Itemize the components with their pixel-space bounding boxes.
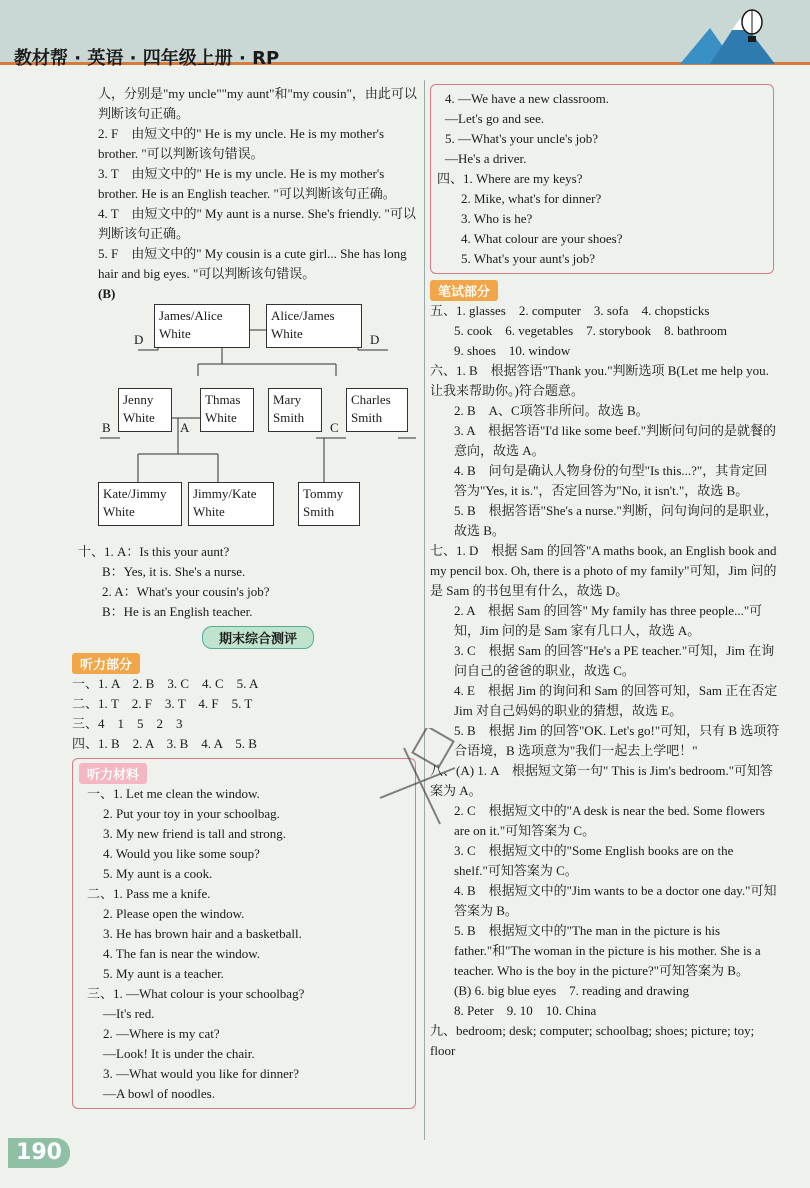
- node-name: James/Alice: [159, 308, 223, 323]
- node-surname: White: [193, 504, 225, 519]
- text-line: 2. C 根据短文中的"A desk is near the bed. Some flowers are on it."可知答案为 C。: [454, 803, 765, 838]
- text-line: 4. Would you like some soup?: [103, 846, 260, 861]
- left-column: [72, 84, 418, 1109]
- section-ten: [78, 542, 418, 622]
- watermark-stamp: [360, 728, 460, 828]
- node-name: Thmas: [205, 392, 241, 407]
- family-tree: [98, 304, 418, 536]
- blank-label: B: [102, 420, 111, 435]
- text-line: 4. T 由短文中的" My aunt is a nurse. She's friendly. "可以判断该句正确。: [98, 206, 416, 241]
- text-line: 3. He has brown hair and a basketball.: [103, 926, 302, 941]
- node-surname: Smith: [351, 410, 383, 425]
- text-line: 2. —Where is my cat?: [103, 1026, 220, 1041]
- text-line: —A bowl of noodles.: [103, 1086, 215, 1101]
- part-b-label: (B): [98, 286, 116, 301]
- text-line: —It's red.: [103, 1006, 155, 1021]
- tree-node: [266, 304, 362, 348]
- node-surname: White: [271, 326, 303, 341]
- text-line: 5. —What's your uncle's job?: [445, 131, 599, 146]
- text-line: 3. C 根据短文中的"Some English books are on the shelf."可知答案为 C。: [454, 843, 734, 878]
- written-tag: 笔试部分: [430, 280, 498, 301]
- text-line: 六、1. B 根据答语"Thank you."判断选项 B(Let me help you. 让我来帮助你。)符合题意。: [430, 363, 769, 398]
- node-surname: White: [103, 504, 135, 519]
- answer-explanations: [98, 84, 418, 284]
- node-surname: White: [205, 410, 237, 425]
- text-line: 二、1. Pass me a knife.: [87, 886, 211, 901]
- blank-label: A: [180, 420, 190, 435]
- text-line: 5. cook 6. vegetables 7. storybook 8. bathroom: [454, 323, 727, 338]
- node-surname: Smith: [273, 410, 305, 425]
- text-line: 2. Please open the window.: [103, 906, 245, 921]
- text-line: 5. F 由短文中的" My cousin is a cute girl... She has long hair and big eyes. "可以判断该句错误。: [98, 246, 407, 281]
- text-line: 5. My aunt is a cook.: [103, 866, 213, 881]
- text-line: 4. What colour are your shoes?: [461, 231, 623, 246]
- text-line: B：Yes, it is. She's a nurse.: [102, 564, 246, 579]
- text-line: 八、(A) 1. A 根据短文第一句" This is Jim's bedroom."可知答案为 A。: [430, 763, 774, 798]
- blank-label: C: [330, 420, 339, 435]
- text-line: 3. T 由短文中的" He is my uncle. He is my mother's brother. He is an English teacher. "可以判断该句正确。: [98, 166, 396, 201]
- text-line: 3. C 根据 Sam 的回答"He's a PE teacher."可知，Jim 在询问自己的爸爸的职业，故选 C。: [454, 643, 775, 678]
- text-line: —He's a driver.: [445, 151, 527, 166]
- right-column: [430, 84, 780, 1061]
- text-line: 8. Peter 9. 10 10. China: [454, 1003, 597, 1018]
- text-line: 3. —What would you like for dinner?: [103, 1066, 300, 1081]
- text-line: 4. B 问句是确认人物身份的句型"Is this...?"，其肯定回答为"Yes, it is."，否定回答为"No, it isn't."，故选 B。: [454, 463, 768, 498]
- text-line: 5. What's your aunt's job?: [461, 251, 596, 266]
- text-line: 3. Who is he?: [461, 211, 533, 226]
- text-line: 一、1. Let me clean the window.: [87, 786, 260, 801]
- text-line: 二、1. T 2. F 3. T 4. F 5. T: [72, 696, 253, 711]
- final-test-title-wrap: [98, 626, 418, 649]
- node-name: Tommy: [303, 486, 344, 501]
- text-line: 人，分别是"my uncle""my aunt"和"my cousin"，由此可以判断该句正确。: [98, 86, 417, 121]
- header-title: 教材帮 · 英语 · 四年级上册 · RP: [14, 48, 280, 69]
- tree-node: [298, 482, 360, 526]
- node-name: Mary: [273, 392, 302, 407]
- tree-node: [268, 388, 322, 432]
- listening-tag: 听力部分: [72, 653, 140, 674]
- text-line: 5. B 根据短文中的"The man in the picture is his father."和"The woman in the picture is his mother. She is a teacher. Who is the boy in the picture?"可知答案为 B。: [454, 923, 761, 978]
- tree-node: [154, 304, 250, 348]
- mountain-balloon-icon: [680, 8, 800, 64]
- column-divider: [424, 80, 425, 1140]
- text-line: 2. Put your toy in your schoolbag.: [103, 806, 280, 821]
- text-line: 三、4 1 5 2 3: [72, 716, 183, 731]
- text-line: 九、bedroom; desk; computer; schoolbag; shoes; picture; toy; floor: [430, 1023, 755, 1058]
- text-line: 四、1. B 2. A 3. B 4. A 5. B: [72, 736, 257, 751]
- node-name: Charles: [351, 392, 391, 407]
- text-line: B：He is an English teacher.: [102, 604, 253, 619]
- text-line: 4. The fan is near the window.: [103, 946, 261, 961]
- node-name: Jenny: [123, 392, 154, 407]
- tree-node: [118, 388, 172, 432]
- written-section: [430, 280, 780, 1061]
- text-line: 5. My aunt is a teacher.: [103, 966, 224, 981]
- text-line: 2. B A、C项答非所问。故选 B。: [454, 403, 649, 418]
- text-line: —Look! It is under the chair.: [103, 1046, 255, 1061]
- node-surname: White: [159, 326, 191, 341]
- page-number: 190: [8, 1138, 70, 1168]
- text-line: 五、1. glasses 2. computer 3. sofa 4. chopsticks: [430, 303, 710, 318]
- text-line: 2. A 根据 Sam 的回答" My family has three people..."可知，Jim 问的是 Sam 家有几口人，故选 A。: [454, 603, 763, 638]
- text-line: 5. B 根据答语"She's a nurse."判断，问句询问的是职业，故选 B。: [454, 503, 778, 538]
- text-line: 4. E 根据 Jim 的询问和 Sam 的回答可知，Sam 正在否定 Jim 对自己妈妈的职业的猜想，故选 E。: [454, 683, 778, 718]
- page-header: [0, 0, 810, 69]
- node-name: Kate/Jimmy: [103, 486, 167, 501]
- text-line: 四、1. Where are my keys?: [437, 171, 583, 186]
- node-name: Alice/James: [271, 308, 335, 323]
- tree-node: [200, 388, 254, 432]
- node-name: Jimmy/Kate: [193, 486, 257, 501]
- text-line: 三、1. —What colour is your schoolbag?: [87, 986, 305, 1001]
- material-tag: 听力材料: [79, 763, 147, 784]
- text-line: 2. A：What's your cousin's job?: [102, 584, 270, 599]
- text-line: —Let's go and see.: [445, 111, 545, 126]
- tree-node: [188, 482, 274, 526]
- node-surname: Smith: [303, 504, 335, 519]
- listening-section: [72, 653, 418, 1109]
- text-line: 4. B 根据短文中的"Jim wants to be a doctor one day."可知答案为 B。: [454, 883, 777, 918]
- text-line: 3. A 根据答语"I'd like some beef."判断问句问的是就餐的意向，故选 A。: [454, 423, 777, 458]
- text-line: 一、1. A 2. B 3. C 4. C 5. A: [72, 676, 259, 691]
- blank-label: D: [134, 332, 144, 347]
- text-line: (B) 6. big blue eyes 7. reading and drawing: [454, 983, 690, 998]
- listening-material-box-continued: [430, 84, 774, 274]
- node-surname: White: [123, 410, 155, 425]
- text-line: 9. shoes 10. window: [454, 343, 571, 358]
- blank-label: D: [370, 332, 380, 347]
- text-line: 2. Mike, what's for dinner?: [461, 191, 602, 206]
- text-line: 4. —We have a new classroom.: [445, 91, 609, 106]
- final-test-title: 期末综合测评: [202, 626, 314, 649]
- text-line: 2. F 由短文中的" He is my uncle. He is my mother's brother. "可以判断该句错误。: [98, 126, 385, 161]
- tree-node: [98, 482, 182, 526]
- tree-node: [346, 388, 408, 432]
- text-line: 七、1. D 根据 Sam 的回答"A maths book, an English book and my pencil box. Oh, there is a photo of my family"可知，Jim 问的是 Sam 的书包里有什么，故选 D。: [430, 543, 777, 598]
- text-line: 5. B 根据 Jim 的回答"OK. Let's go!"可知，只有 B 选项符合语境，B 选项意为"我们一起去上学吧！": [454, 723, 780, 758]
- text-line: 3. My new friend is tall and strong.: [103, 826, 287, 841]
- text-line: 十、1. A：Is this your aunt?: [78, 544, 230, 559]
